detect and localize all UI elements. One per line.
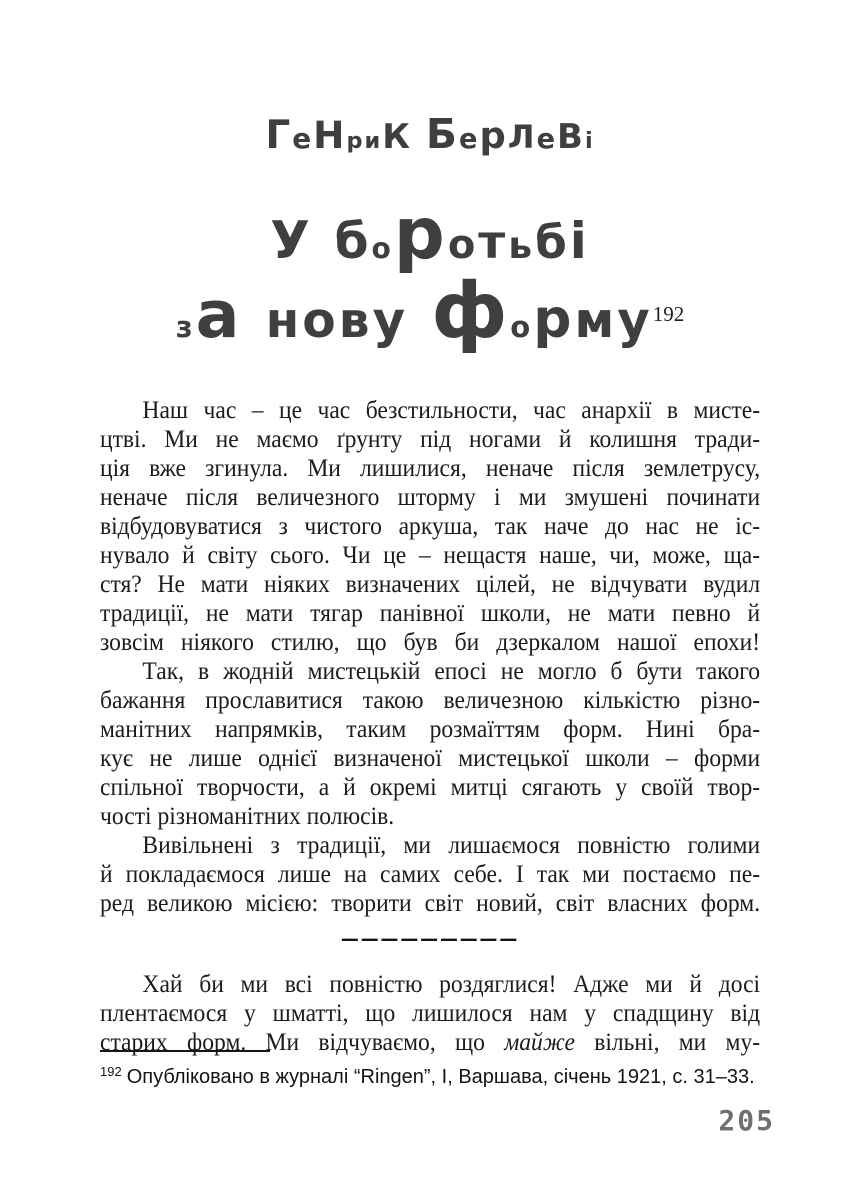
paragraph bbox=[100, 970, 760, 1057]
text-line: й покладаємося лише на самих себе. І так ми постаємо пе- bbox=[100, 861, 761, 888]
title-letter: У bbox=[270, 211, 313, 271]
title-letter: н bbox=[265, 293, 303, 349]
footnote-body bbox=[100, 1059, 760, 1090]
text-line: Так, в жодній мистецькій епосі не могло б бути такого bbox=[142, 658, 761, 685]
title-letter: Н bbox=[313, 113, 347, 157]
author-title bbox=[0, 110, 860, 158]
text-line: стя? Не мати ніяких визначених цілей, не відчувати вудил bbox=[100, 571, 761, 598]
article-title-line-2 bbox=[0, 267, 860, 356]
title-letter bbox=[242, 283, 265, 351]
title-letter: і bbox=[584, 128, 595, 154]
text-line: традиції, не мати тягар панівної школи, не мати певно й bbox=[100, 600, 761, 627]
title-letter: м bbox=[574, 293, 618, 349]
text-line: плентаємося у шматті, що лишилося нам у спадщину від bbox=[100, 1000, 761, 1027]
footnote bbox=[100, 1050, 760, 1090]
title-letter: Г bbox=[265, 113, 293, 158]
text-line: неначе після величезного шторму і ми змушені починати bbox=[100, 484, 761, 511]
title-letter: и bbox=[364, 128, 383, 154]
text-line: нувало й світу сього. Чи це – нещастя наше, чи, може, ща- bbox=[100, 542, 761, 569]
title-letter: о bbox=[447, 222, 479, 268]
text-line: Наш час – це час безстильности, час анархії в мисте- bbox=[142, 397, 761, 424]
title-letter bbox=[313, 208, 335, 271]
title-letter bbox=[408, 283, 431, 351]
text-line: кує не лише однієї визначеної мистецької школи – форми bbox=[100, 745, 761, 772]
title-letter: у bbox=[372, 291, 409, 349]
text-line: цтві. Ми не маємо ґрунту під ногами й колишня тради- bbox=[100, 426, 761, 453]
title-letter bbox=[412, 117, 426, 157]
footnote-marker: 192 bbox=[100, 1064, 122, 1079]
title-letter: е bbox=[536, 124, 558, 155]
title-letter: а bbox=[195, 278, 243, 353]
text-line: ред великою місією: творити світ новий, світ власних форм. bbox=[100, 890, 761, 917]
title-letter: в bbox=[338, 293, 373, 349]
page-number: 205 bbox=[718, 1104, 775, 1137]
title-letter: ь bbox=[508, 223, 536, 267]
title-letter: о bbox=[302, 293, 339, 349]
text-line: бажання прославитися такою величезною кількістю різно- bbox=[100, 687, 761, 714]
text-line: ція вже згинула. Ми лишилися, неначе після землетрусу, bbox=[100, 455, 761, 482]
title-letter: о bbox=[510, 310, 534, 344]
title-letter: о bbox=[371, 232, 394, 265]
title-letter: т bbox=[478, 215, 509, 269]
title-letter: е bbox=[292, 122, 314, 155]
title-letter: б bbox=[535, 216, 570, 269]
text-line: відбудовуватися з чистого аркуша, так наче до нас не іс- bbox=[100, 513, 761, 540]
text-line: Хай би ми всі повністю роздяглися! Адже ми й досі bbox=[142, 971, 761, 998]
body-text bbox=[100, 396, 760, 1057]
title-letter: р bbox=[533, 287, 575, 350]
title-letter: Б bbox=[425, 110, 459, 158]
text-line: чості різноманітних полюсів. bbox=[100, 803, 395, 830]
title-letter: е bbox=[459, 124, 480, 155]
title-letter: б bbox=[334, 214, 372, 270]
paragraph bbox=[100, 657, 760, 831]
paragraph bbox=[100, 396, 760, 657]
title-footnote-reference: 192 bbox=[652, 302, 685, 326]
title-letter: у bbox=[617, 291, 653, 349]
footnote-rule bbox=[100, 1050, 270, 1052]
text-line: манітних напрямків, таким розмаїттям форм. Нині бра- bbox=[100, 716, 761, 743]
title-letter: і bbox=[569, 212, 590, 270]
title-letter: В bbox=[557, 117, 585, 157]
title-letter: р bbox=[479, 114, 508, 157]
text-line: спільної творчости, а й окремі митці сягають у своїй твор- bbox=[100, 774, 761, 801]
text-line: Вивільнені з традиції, ми лишаємося повністю голими bbox=[142, 832, 761, 859]
title-letter: К bbox=[382, 117, 413, 157]
title-letter: Л bbox=[507, 118, 537, 156]
text-line: старих форм. Ми відчуваємо, що майже вільні, ми му- bbox=[100, 1029, 761, 1056]
paragraph bbox=[100, 831, 760, 918]
title-letter: р bbox=[393, 192, 448, 275]
title-letter: з bbox=[175, 310, 196, 344]
article-title-line-1 bbox=[0, 192, 860, 275]
title-letter: р bbox=[346, 128, 365, 154]
text-line: зовсім ніякого стилю, що був би дзеркалом нашої епохи! bbox=[100, 629, 761, 656]
footnote-text: Опубліковано в журналі “Ringen”, I, Варшава, січень 1921, с. 31–33. bbox=[126, 1066, 755, 1088]
title-letter: ф bbox=[431, 267, 511, 356]
section-divider: ————————— bbox=[340, 928, 520, 950]
